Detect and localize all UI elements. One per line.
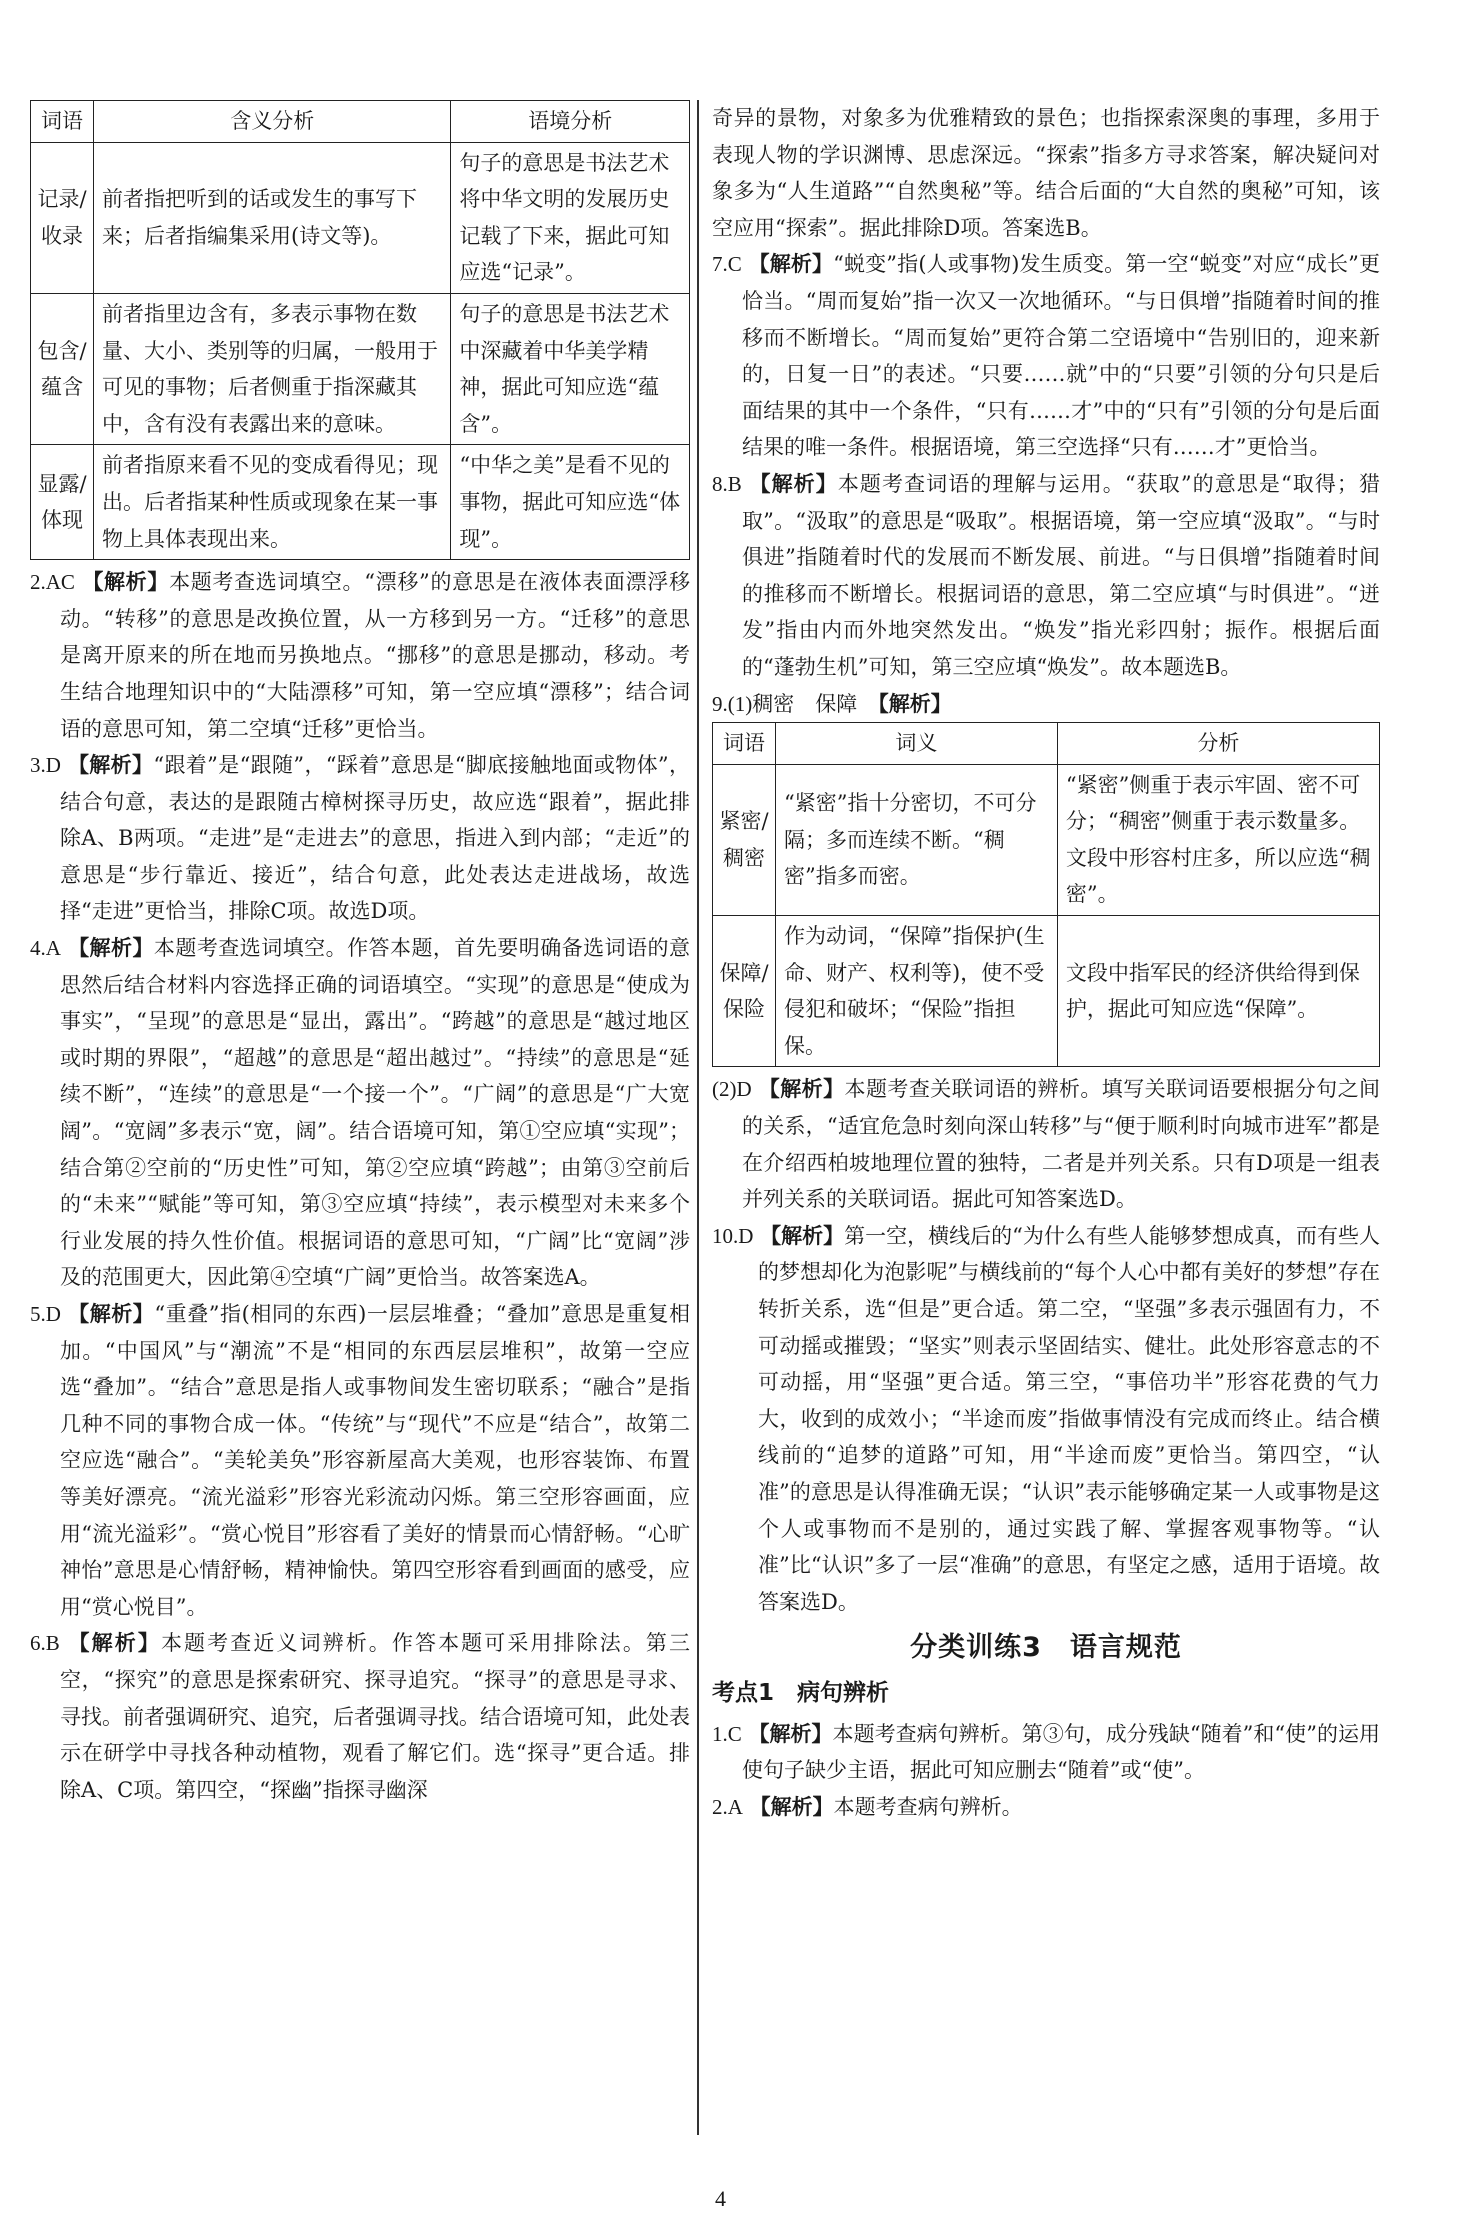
answer-item-8: 8.B 【解析】本题考查词语的理解与运用。“获取”的意思是“取得；猎取”。“汲取”的意思是“吸取”。根据语境，第一空应填“汲取”。“与时俱进”指随着时代的发展而不断发展、前进。“与日俱增”指随着时间的推移而不断增长。根据词语的意思，第二空应填“与时俱进”。“迸发”指由内而外地突然发出。“焕发”指光彩四射；振作。根据后面的“蓬勃生机”可知，第三空应填“焕发”。故本题选B。 — [712, 470, 1380, 679]
table-cell-context: 句子的意思是书法艺术将中华文明的发展历史记载了下来，据此可知应选“记录”。 — [451, 142, 690, 293]
table-cell-context: 句子的意思是书法艺术中深藏着中华美学精神，据此可知应选“蕴含”。 — [451, 293, 690, 444]
table-row — [713, 916, 1380, 1067]
section-title: 分类训练3 语言规范 — [910, 1632, 1182, 1664]
answer-item-4: 4.A 【解析】本题考查选词填空。作答本题，首先要明确备选词语的意思然后结合材料内容选择正确的词语填空。“实现”的意思是“使成为事实”，“呈现”的意思是“显出，露出”。“跨越”的意思是“越过地区或时期的界限”，“超越”的意思是“超出越过”。“持续”的意思是“延续不断”，“连续”的意思是“一个接一个”。“广阔”的意思是“广大宽阔”。“宽阔”多表示“宽，阔”。结合语境可知，第①空应填“实现”；结合第②空前的“历史性”可知，第②空应填“跨越”；由第③空前后的“未来”“赋能”等可知，第③空应填“持续”，表示模型对未来多个行业发展的持久性价值。根据词语的意思可知，“广阔”比“宽阔”涉及的范围更大，因此第④空填“广阔”更恰当。故答案选A。 — [30, 935, 691, 1290]
answer-item-10: 10.D 【解析】第一空，横线后的“为什么有些人能够梦想成真，而有些人的梦想却化为泡影呢”与横线前的“每个人心中都有美好的梦想”存在转折关系，选“但是”更合适。第二空，“坚强”多表示强固有力，不可动摇或摧毁；“坚实”则表示坚固结实、健壮。此处形容意志的不可动摇，用“坚强”更合适。第三空，“事倍功半”形容花费的气力大，收到的成效小；“半途而废”指做事情没有完成而终止。结合横线前的“追梦的道路”可知，用“半途而废”更恰当。第四空，“认准”的意思是认得准确无误；“认识”表示能够确定某一人或事物是这个人或事物而不是别的，通过实践了解、掌握客观事物等。“认准”比“认识”多了一层“准确”的意思，有坚定之感，适用于语境。故答案选D。 — [712, 1222, 1381, 1614]
table-header-cell: 词义 — [776, 723, 1058, 765]
q9-analysis-table — [712, 722, 1380, 1067]
word-analysis-table — [30, 100, 690, 560]
table-cell-word: 紧密/稠密 — [713, 764, 776, 915]
table-cell-meaning: 前者指把听到的话或发生的事写下来；后者指编集采用(诗文等)。 — [94, 142, 451, 293]
answer-item-5: 5.D 【解析】“重叠”指(相同的东西)一层层堆叠；“叠加”意思是重复相加。“中国风”与“潮流”不是“相同的东西层层堆积”，故第一空应选“叠加”。“结合”意思是指人或事物间发生密切联系；“融合”是指几种不同的事物合成一体。“传统”与“现代”不应是“结合”，故第二空应选“融合”。“美轮美奂”形容新屋高大美观，也形容装饰、布置等美好漂亮。“流光溢彩”形容光彩流动闪烁。第三空形容画面，应用“流光溢彩”。“赏心悦目”形容看了美好的情景而心情舒畅。“心旷神怡”意思是心情舒畅，精神愉快。第四空形容看到画面的感受，应用“赏心悦目”。 — [30, 1301, 690, 1619]
table-cell-meaning: “紧密”指十分密切，不可分隔；多而连续不断。“稠密”指多而密。 — [776, 764, 1058, 915]
table-row — [31, 142, 690, 293]
table-cell-word: 显露/体现 — [31, 445, 94, 560]
table-cell-context: “中华之美”是看不见的事物，据此可知应选“体现”。 — [451, 445, 690, 560]
table-header-cell: 词语 — [713, 723, 776, 765]
column-divider — [697, 100, 699, 2135]
table-cell-meaning: 前者指原来看不见的变成看得见；现出。后者指某种性质或现象在某一事物上具体表现出来。 — [94, 445, 451, 560]
answer-item-7: 7.C 【解析】“蜕变”指(人或事物)发生质变。第一空“蜕变”对应“成长”更恰当。“周而复始”指一次又一次地循环。“与日俱增”指随着时间的推移而不断增长。“周而复始”更符合第二空语境中“告别旧的，迎来新的，日复一日”的表述。“只要……就”中的“只要”引领的分句只是后面结果的其中一个条件，“只有……才”中的“只有”引领的分句是后面结果的唯一条件。根据语境，第三空选择“只有……才”更恰当。 — [712, 251, 1380, 460]
table-cell-analysis: “紧密”侧重于表示牢固、密不可分；“稠密”侧重于表示数量多。文段中形容村庄多，所以应选“稠密”。 — [1057, 764, 1379, 915]
left-column — [30, 100, 690, 1808]
page-number: 4 — [715, 2186, 726, 2211]
table-header-cell: 分析 — [1057, 723, 1379, 765]
answer-item-9-header: 9.(1)稠密 保障 【解析】 — [712, 690, 952, 716]
table-row — [713, 764, 1380, 915]
table-cell-analysis: 文段中指军民的经济供给得到保护，据此可知应选“保障”。 — [1057, 916, 1379, 1067]
answer-item-s1: 1.C 【解析】本题考查病句辨析。第③句，成分残缺“随着”和“使”的运用使句子缺少主语，据此可知应删去“随着”或“使”。 — [712, 1720, 1380, 1783]
answer-item-6-continued: 奇异的景物，对象多为优雅精致的景色；也指探索深奥的事理，多用于表现人物的学识渊博、思虑深远。“探索”指多方寻求答案，解决疑问对象多为“人生道路”“自然奥秘”等。结合后面的“大自然的奥秘”可知，该空应用“探索”。据此排除D项。答案选B。 — [712, 106, 1380, 240]
table-cell-word: 保障/保险 — [713, 916, 776, 1067]
table-header-cell: 含义分析 — [94, 101, 451, 143]
table-cell-word: 包含/蕴含 — [31, 293, 94, 444]
table-cell-meaning: 前者指里边含有，多表示事物在数量、大小、类别等的归属，一般用于可见的事物；后者侧重于指深藏其中，含有没有表露出来的意味。 — [94, 293, 451, 444]
answer-item-9-part2: (2)D 【解析】本题考查关联词语的辨析。填写关联词语要根据分句之间的关系，“适宜危急时刻向深山转移”与“便于顺利时向城市进军”都是在介绍西柏坡地理位置的独特，二者是并列关系。只有D项是一组表并列关系的关联词语。据此可知答案选D。 — [712, 1076, 1381, 1212]
table-row — [31, 293, 690, 444]
table-row — [31, 445, 690, 560]
answer-item-2: 2.AC 【解析】本题考查选词填空。“漂移”的意思是在液体表面漂浮移动。“转移”的意思是改换位置，从一方移到另一方。“迁移”的意思是离开原来的所在地而另换地点。“挪移”的意思是挪动，移动。考生结合地理知识中的“大陆漂移”可知，第一空应填“漂移”；结合词语的意思可知，第二空填“迁移”更恰当。 — [30, 569, 690, 741]
answer-item-6: 6.B 【解析】本题考查近义词辨析。作答本题可采用排除法。第三空，“探究”的意思是探索研究、探寻追究。“探寻”的意思是寻求、寻找。前者强调研究、追究，后者强调寻找。结合语境可知，此处表示在研学中寻找各种动植物，观看了解它们。选“探寻”更合适。排除A、C项。第四空，“探幽”指探寻幽深 — [30, 1630, 691, 1802]
table-cell-meaning: 作为动词，“保障”指保护(生命、财产、权利等)，使不受侵犯和破坏；“保险”指担保。 — [776, 916, 1058, 1067]
right-column — [712, 100, 1380, 1825]
table-header-cell: 词语 — [31, 101, 94, 143]
table-header-row — [31, 101, 690, 143]
topic-title: 考点1 病句辨析 — [712, 1679, 890, 1706]
table-header-row — [713, 723, 1380, 765]
table-header-cell: 语境分析 — [451, 101, 690, 143]
table-cell-word: 记录/收录 — [31, 142, 94, 293]
answer-item-3: 3.D 【解析】“跟着”是“跟随”，“踩着”意思是“脚底接触地面或物体”，结合句意，表达的是跟随古樟树探寻历史，故应选“跟着”，据此排除A、B两项。“走进”是“走进去”的意思，指进入到内部；“走近”的意思是“步行靠近、接近”，结合句意，此处表达走进战场，故选择“走进”更恰当，排除C项。故选D项。 — [30, 752, 691, 924]
answer-item-s2: 2.A 【解析】本题考查病句辨析。 — [712, 1793, 1023, 1819]
